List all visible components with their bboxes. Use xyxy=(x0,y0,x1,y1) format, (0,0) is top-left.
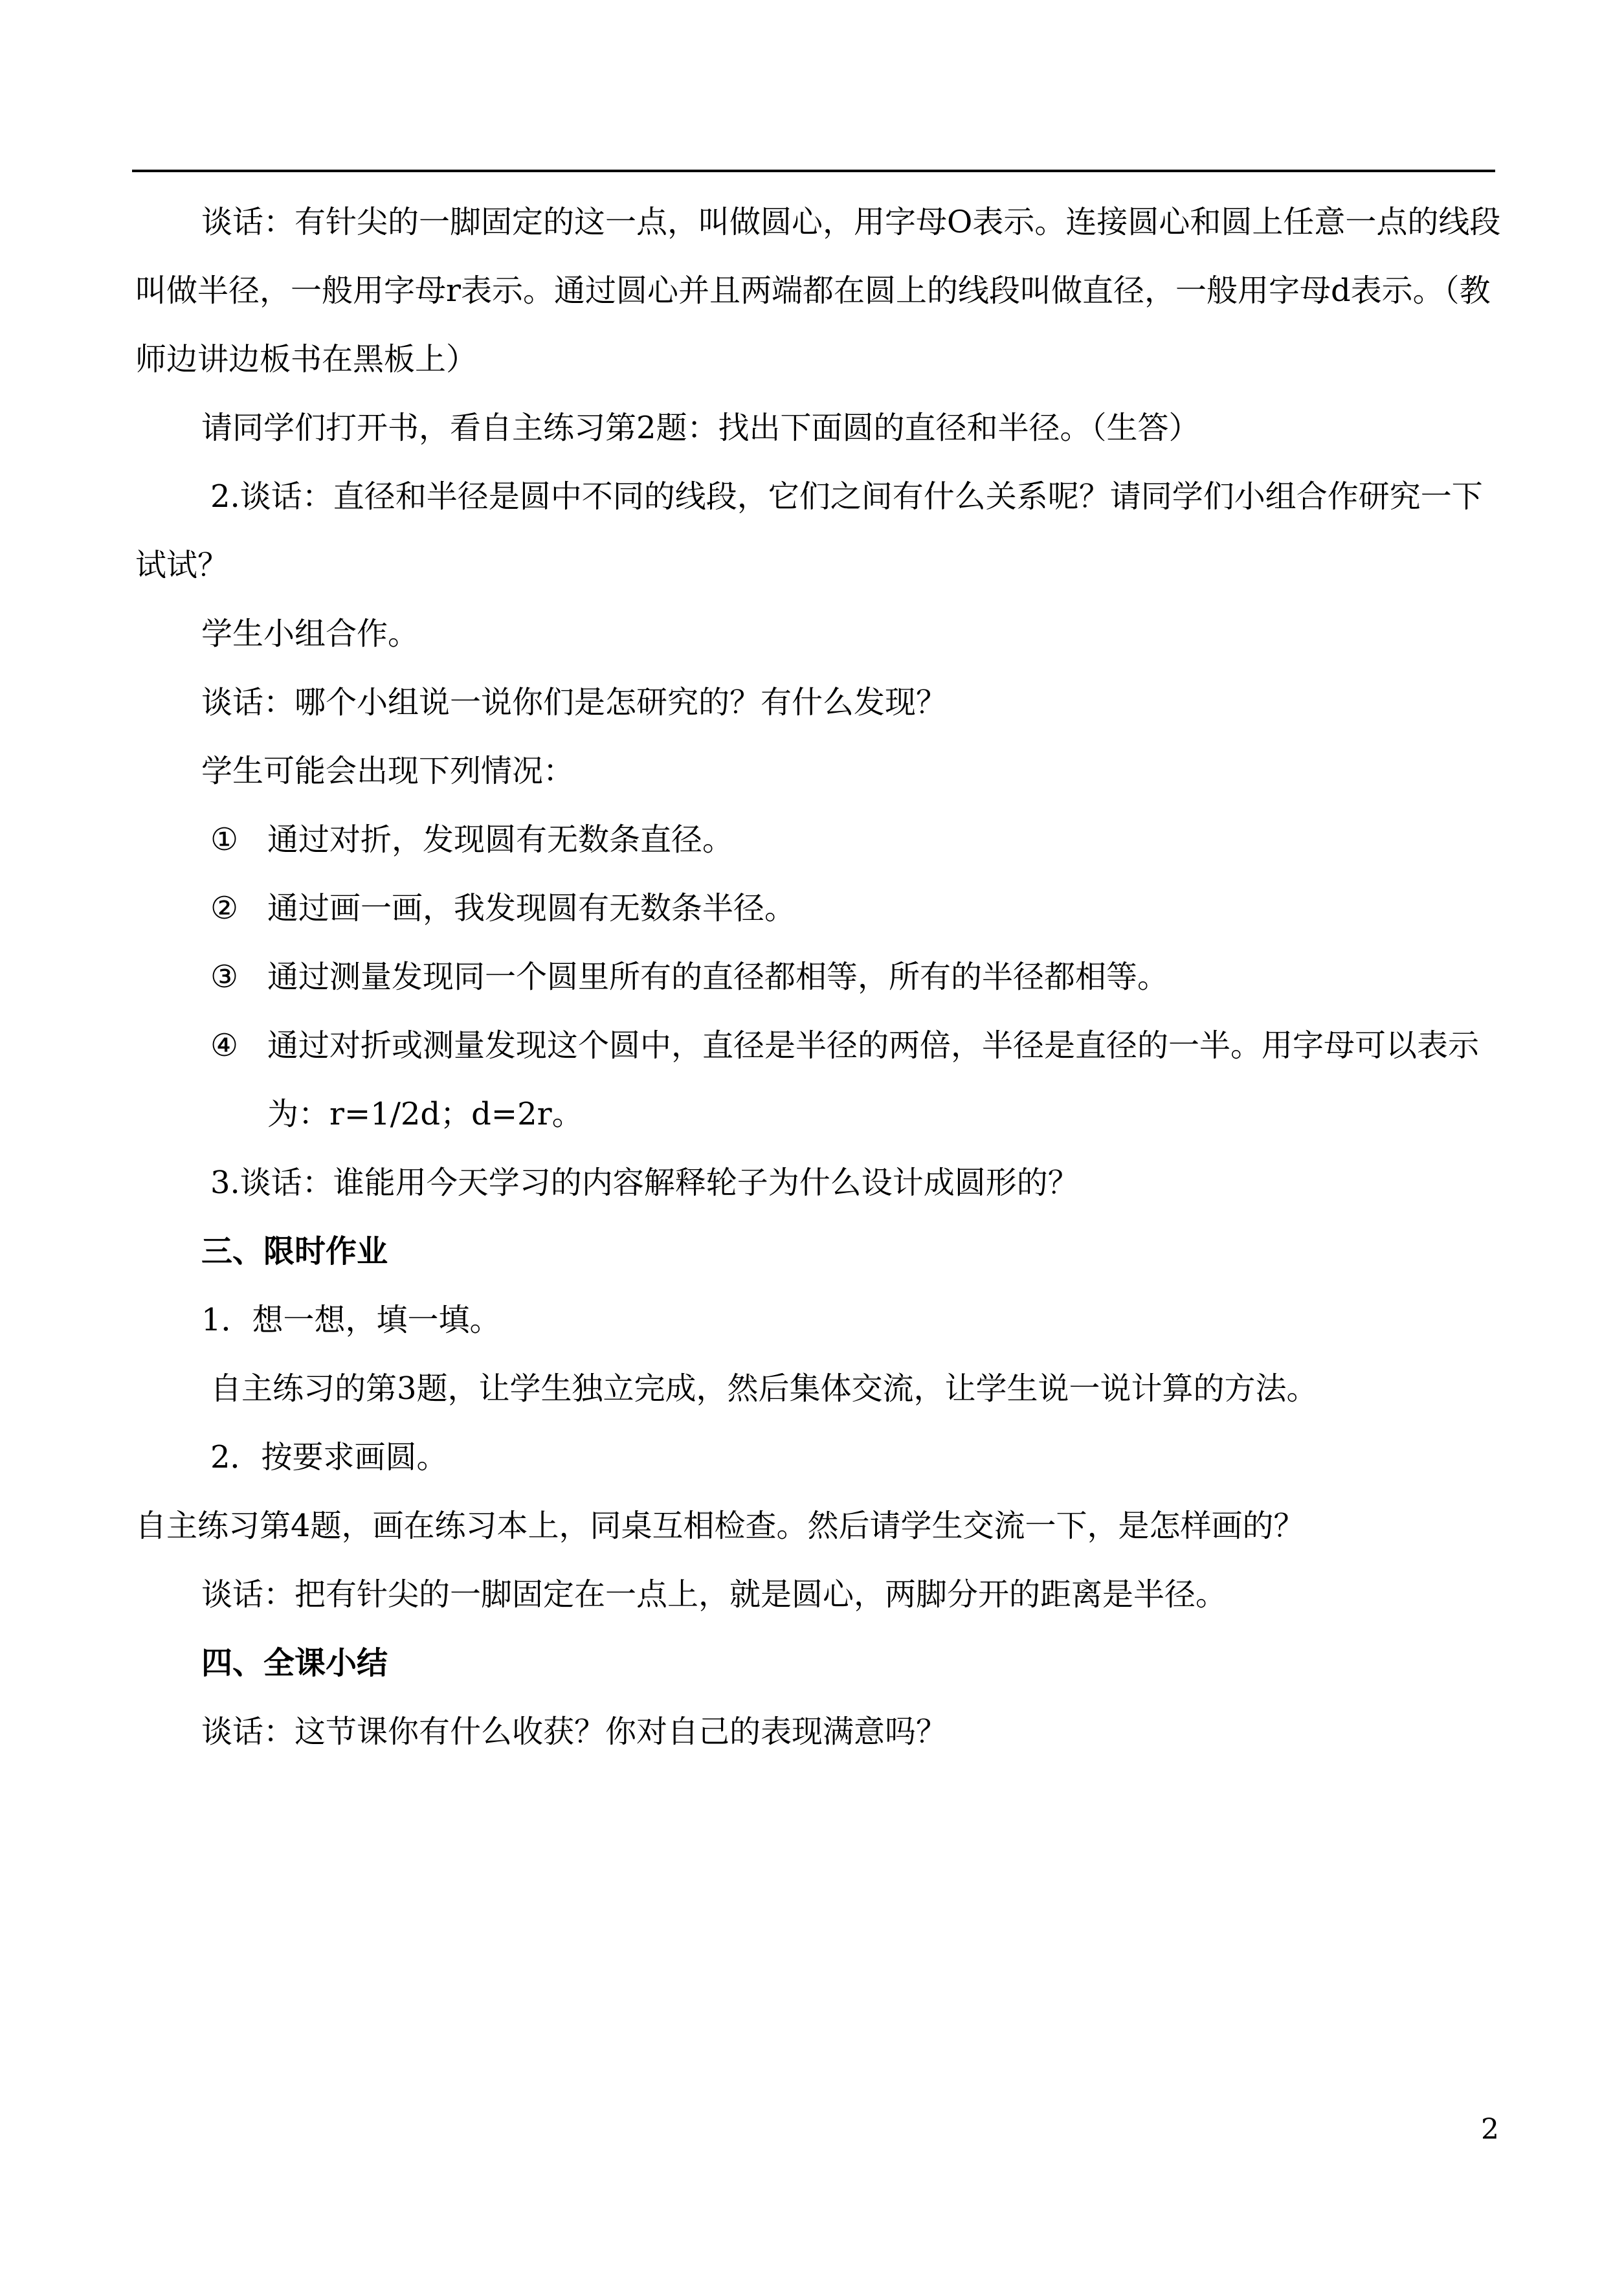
list-marker: ① xyxy=(210,822,239,858)
paragraph-definitions: 谈话：有针尖的一脚固定的这一点，叫做圆心，用字母O表示。连接圆心和圆上任意一点的线段叫做半径，一般用字母r表示。通过圆心并且两端都在圆上的线段叫做直径，一般用字母d表示。（教师边讲边板书在黑板上） xyxy=(135,204,1501,377)
list-marker: ④ xyxy=(210,1027,239,1064)
paragraph-exercise-2: 请同学们打开书，看自主练习第2题：找出下面圆的直径和半径。（生答） xyxy=(201,410,1200,446)
page-number: 2 xyxy=(1481,2113,1499,2146)
list-item xyxy=(135,874,1501,943)
list-item-text: 通过对折或测量发现这个圆中，直径是半径的两倍，半径是直径的一半。用字母可以表示为：r=1/2d；d=2r。 xyxy=(267,1027,1480,1132)
list-item xyxy=(135,805,1501,874)
paragraph-talk-2: 2.谈话：直径和半径是圆中不同的线段，它们之间有什么关系呢？请同学们小组合作研究一下试试？ xyxy=(135,478,1483,583)
list-item-text: 通过对折，发现圆有无数条直径。 xyxy=(267,822,734,858)
paragraph-exercise-3: 自主练习的第3题，让学生独立完成，然后集体交流，让学生说一说计算的方法。 xyxy=(210,1370,1318,1407)
document-body xyxy=(135,188,1501,1766)
list-item xyxy=(135,1011,1501,1148)
paragraph-exercise-4: 自主练习第4题，画在练习本上，同桌互相检查。然后请学生交流一下，是怎样画的？ xyxy=(135,1508,1305,1544)
paragraph-talk-compass: 谈话：把有针尖的一脚固定在一点上，就是圆心，两脚分开的距离是半径。 xyxy=(201,1576,1227,1613)
paragraph-talk-summary: 谈话：这节课你有什么收获？你对自己的表现满意吗？ xyxy=(201,1714,948,1750)
paragraph-group-work: 学生小组合作。 xyxy=(201,616,419,652)
paragraph-talk-findings: 谈话：哪个小组说一说你们是怎研究的？有什么发现？ xyxy=(201,684,948,721)
list-item xyxy=(135,943,1501,1011)
list-item-text: 通过测量发现同一个圆里所有的直径都相等，所有的半径都相等。 xyxy=(267,959,1169,995)
header-rule xyxy=(132,170,1495,172)
paragraph-possible-cases: 学生可能会出现下列情况： xyxy=(201,753,575,789)
paragraph-talk-3: 3.谈话：谁能用今天学习的内容解释轮子为什么设计成圆形的？ xyxy=(210,1165,1079,1201)
list-marker: ③ xyxy=(210,959,239,995)
paragraph-task-1: 1．想一想，填一填。 xyxy=(201,1302,501,1338)
paragraph-task-2: 2．按要求画圆。 xyxy=(210,1439,448,1475)
list-marker: ② xyxy=(210,890,239,926)
list-item-text: 通过画一画，我发现圆有无数条半径。 xyxy=(267,890,796,926)
section-heading-summary: 四、全课小结 xyxy=(201,1645,388,1681)
section-heading-homework: 三、限时作业 xyxy=(201,1233,388,1270)
